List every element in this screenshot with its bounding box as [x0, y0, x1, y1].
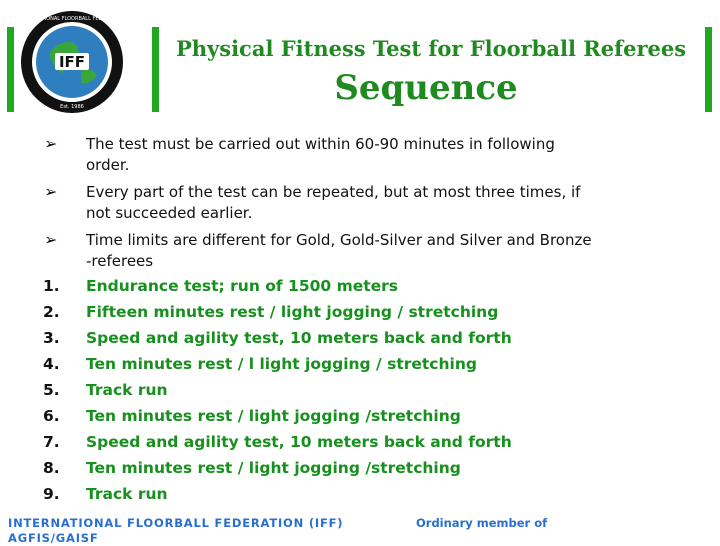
bullet-line: The test must be carried out within 60-90 minutes in following: [86, 135, 555, 153]
bullet-line: order.: [86, 156, 130, 174]
arrow-bullet-icon: ➢: [44, 182, 58, 201]
logo-bottom-text: Est. 1986: [60, 104, 84, 110]
arrow-bullet-icon: ➢: [44, 230, 58, 249]
bullet-line: Time limits are different for Gold, Gold-Silver and Silver and Bronze: [86, 231, 592, 249]
step-number: 6.: [43, 407, 60, 425]
bullet-line: not succeeded earlier.: [86, 204, 253, 222]
step-number: 9.: [43, 485, 60, 503]
middle-accent-bar: [152, 27, 159, 112]
step-text: Ten minutes rest / light jogging /stretching: [86, 407, 461, 425]
page-title: Physical Fitness Test for Floorball Referees: [176, 36, 687, 61]
logo-ring-text: INTERNATIONAL FLOORBALL FEDERATION: [19, 16, 125, 22]
step-number: 1.: [43, 277, 60, 295]
right-accent-bar: [705, 27, 712, 112]
step-text: Track run: [86, 485, 168, 503]
footer-membership: Ordinary member of: [416, 516, 548, 530]
step-text: Speed and agility test, 10 meters back and forth: [86, 329, 512, 347]
arrow-bullet-icon: ➢: [44, 134, 58, 153]
footer-line: INTERNATIONAL FLOORBALL FEDERATION (IFF): [8, 516, 344, 530]
footer-organization: [8, 516, 408, 546]
step-text: Fifteen minutes rest / light jogging / stretching: [86, 303, 499, 321]
step-number: 4.: [43, 355, 60, 373]
step-text: Speed and agility test, 10 meters back and forth: [86, 433, 512, 451]
step-number: 2.: [43, 303, 60, 321]
logo-text: IFF: [58, 53, 86, 71]
iff-logo: [19, 9, 125, 115]
bullet-line: Every part of the test can be repeated, but at most three times, if: [86, 183, 581, 201]
step-number: 3.: [43, 329, 60, 347]
page-subtitle: Sequence: [334, 68, 518, 108]
step-number: 8.: [43, 459, 60, 477]
step-number: 7.: [43, 433, 60, 451]
step-text: Ten minutes rest / l light jogging / stretching: [86, 355, 477, 373]
footer-line: AGFIS/GAISF: [8, 531, 99, 545]
left-accent-bar: [7, 27, 14, 112]
step-text: Track run: [86, 381, 168, 399]
step-text: Endurance test; run of 1500 meters: [86, 277, 399, 295]
bullet-line: -referees: [86, 252, 154, 270]
step-text: Ten minutes rest / light jogging /stretching: [86, 459, 461, 477]
step-number: 5.: [43, 381, 60, 399]
